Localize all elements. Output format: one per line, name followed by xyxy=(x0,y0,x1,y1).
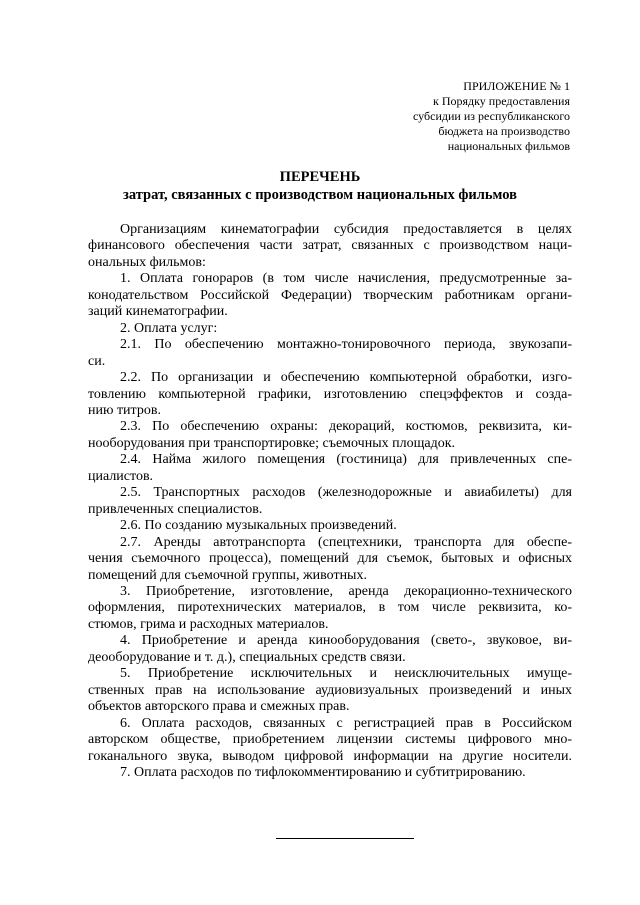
title-subtitle: затрат, связанных с производством национальных фильмов xyxy=(123,187,517,203)
paragraph-line: заций кинематографии. xyxy=(88,304,228,320)
document-title xyxy=(0,168,640,204)
paragraph-line: си. xyxy=(88,353,106,369)
paragraph-line: 2.6. По созданию музыкальных произведений. xyxy=(120,518,397,534)
paragraph-line: деооборудование и т. д.), специальных средств связи. xyxy=(88,649,406,665)
paragraph-line: 2.2. По организации и обеспечению компьютерной обработки, изго- xyxy=(120,370,572,386)
paragraph-line: помещений для съемочной группы, животных. xyxy=(88,567,367,583)
paragraph-line: 6. Оплата расходов, связанных с регистрацией прав в Российском xyxy=(120,715,572,731)
paragraph-line: чения съемочного процесса), помещений для съемок, бытовых и офисных xyxy=(88,551,572,567)
paragraph-line: ственных прав на использование аудиовизуальных произведений и иных xyxy=(88,682,572,698)
paragraph-line: нооборудования при транспортировке; съемочных площадок. xyxy=(88,435,456,451)
paragraph-line: 2.3. По обеспечению охраны: декораций, костюмов, реквизита, ки- xyxy=(120,419,572,435)
document-body xyxy=(88,222,572,781)
paragraph-line: 2. Оплата услуг: xyxy=(120,320,218,336)
paragraph-line: циалистов. xyxy=(88,468,154,484)
appendix-header xyxy=(380,79,570,154)
paragraph-line: товлению компьютерной графики, изготовлению спецэффектов и созда- xyxy=(88,386,572,402)
paragraph-line: привлеченных специалистов. xyxy=(88,501,263,517)
paragraph-line: 5. Приобретение исключительных и неисключительных имуще- xyxy=(120,666,572,682)
paragraph-line: стюмов, грима и расходных материалов. xyxy=(88,616,329,632)
paragraph-line: ональных фильмов: xyxy=(88,254,206,270)
paragraph-line: гоканального звука, выводом цифровой информации на другие носители. xyxy=(88,748,572,764)
paragraph-line: 7. Оплата расходов по тифлокомментированию и субтитрированию. xyxy=(120,764,526,780)
paragraph-line: объектов авторского права и смежных прав. xyxy=(88,699,350,715)
paragraph-line: нию титров. xyxy=(88,402,161,418)
appendix-header-line: бюджета на производство xyxy=(438,124,570,138)
paragraph-line: 2.4. Найма жилого помещения (гостиница) для привлеченных спе- xyxy=(120,452,572,468)
paragraph-line: конодательством Российской Федерации) творческим работникам органи- xyxy=(88,287,572,303)
paragraph-line: 2.1. По обеспечению монтажно-тонировочного периода, звукозапи- xyxy=(120,337,572,353)
appendix-header-line: к Порядку предоставления xyxy=(432,94,570,108)
paragraph-line: 4. Приобретение и аренда кинооборудования (свето-, звуковое, ви- xyxy=(120,633,572,649)
paragraph-line: 3. Приобретение, изготовление, аренда декорационно-технического xyxy=(120,583,572,599)
title-main: ПЕРЕЧЕНЬ xyxy=(279,169,361,185)
paragraph-line: оформления, пиротехнических материалов, в том числе реквизита, ко- xyxy=(88,600,572,616)
paragraph-line: 2.5. Транспортных расходов (железнодорожные и авиабилеты) для xyxy=(120,485,572,501)
paragraph-line: финансового обеспечения части затрат, связанных с производством наци- xyxy=(88,238,572,254)
appendix-header-line: ПРИЛОЖЕНИЕ № 1 xyxy=(463,79,570,93)
paragraph-line: 1. Оплата гонораров (в том числе начисления, предусмотренные за- xyxy=(120,271,572,287)
paragraph-line: Организациям кинематографии субсидия предоставляется в целях xyxy=(120,222,572,237)
paragraph-line: 2.7. Аренды автотранспорта (спецтехники, транспорта для обеспе- xyxy=(120,534,572,550)
end-divider xyxy=(276,838,414,839)
paragraph-line: авторском обществе, приобретением лицензии системы цифрового мно- xyxy=(88,732,572,748)
appendix-header-line: национальных фильмов xyxy=(447,139,570,153)
appendix-header-line: субсидии из республиканского xyxy=(413,109,570,123)
